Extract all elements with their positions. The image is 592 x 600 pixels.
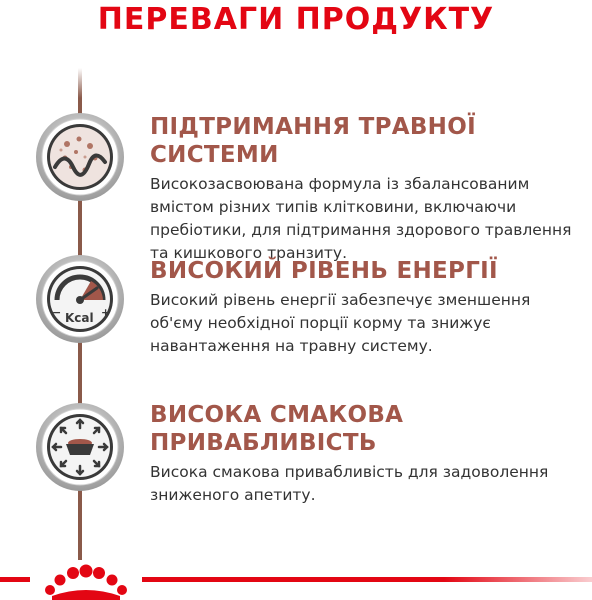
benefit-description-line: об'єму необхідної порції корму та знижує bbox=[150, 314, 491, 332]
timeline-line-fade bbox=[78, 68, 82, 98]
benefit-energy bbox=[150, 257, 585, 358]
benefit-description-line: пребіотики, для підтримання здорового травлення bbox=[150, 221, 572, 239]
digestive-system-icon bbox=[35, 112, 125, 202]
benefit-description-line: та кишкового транзиту. bbox=[150, 244, 348, 262]
benefit-palatability bbox=[150, 401, 585, 507]
palatability-bowl-icon bbox=[35, 402, 125, 492]
benefit-heading: ВИСОКА СМАКОВА ПРИВАБЛИВІСТЬ bbox=[150, 402, 404, 456]
benefit-description bbox=[150, 289, 585, 358]
benefit-description-line: Високозасвоювана формула із збалансованим bbox=[150, 175, 530, 193]
page-title: ПЕРЕВАГИ ПРОДУКТУ bbox=[97, 2, 495, 37]
svg-text:+: + bbox=[101, 306, 111, 319]
royal-canin-crown-logo bbox=[30, 560, 142, 600]
benefit-heading: ПІДТРИМАННЯ ТРАВНОЇ СИСТЕМИ bbox=[150, 114, 476, 168]
benefit-description-line: навантаження на травну систему. bbox=[150, 337, 433, 355]
benefit-heading: ВИСОКИЙ РІВЕНЬ ЕНЕРГІЇ bbox=[150, 258, 498, 284]
benefit-description bbox=[150, 173, 585, 265]
energy-gauge-kcal-icon bbox=[35, 254, 125, 344]
benefit-description-line: Висока смакова привабливість для задоволення bbox=[150, 463, 549, 481]
benefit-digestive bbox=[150, 113, 585, 265]
benefit-description bbox=[150, 461, 585, 507]
benefit-description-line: вмістом різних типів клітковини, включаючи bbox=[150, 198, 517, 216]
benefit-description-line: Високий рівень енергії забезпечує зменшення bbox=[150, 291, 531, 309]
svg-text:−: − bbox=[52, 306, 62, 319]
benefit-description-line: зниженого апетиту. bbox=[150, 486, 316, 504]
kcal-label: Kcal bbox=[65, 311, 94, 325]
